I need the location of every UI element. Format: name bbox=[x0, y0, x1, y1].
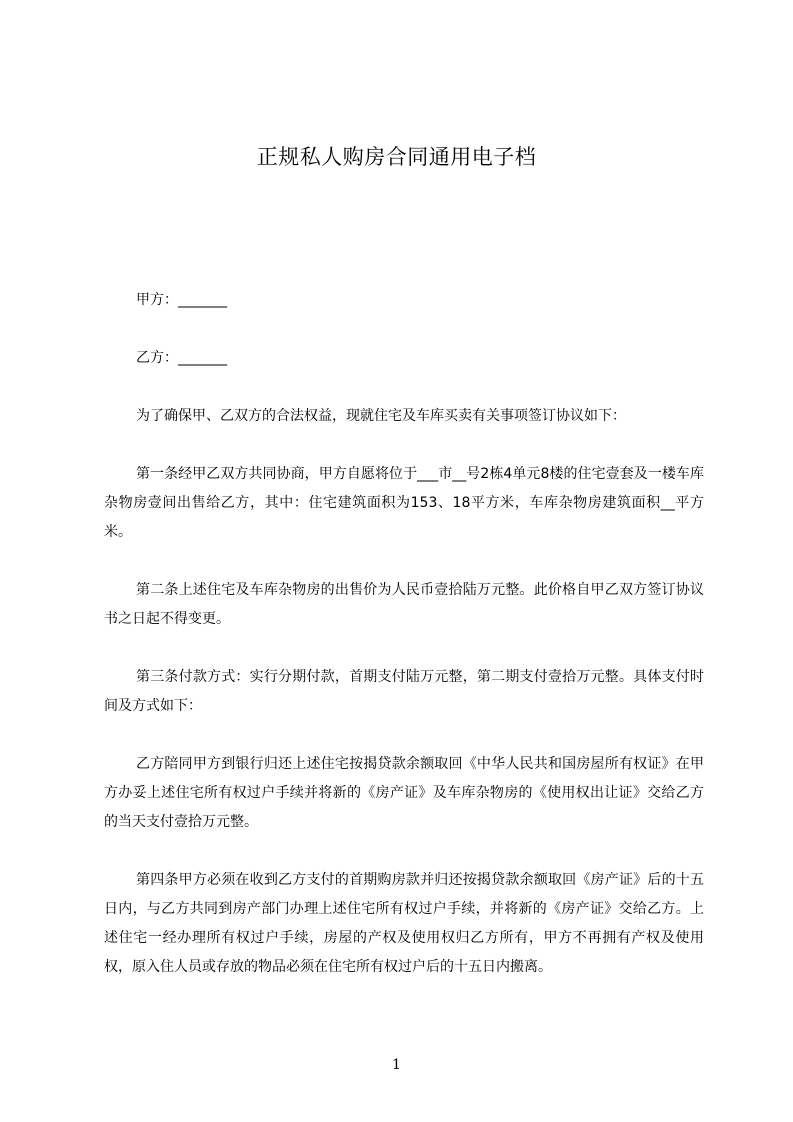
page-number: 1 bbox=[392, 1057, 401, 1073]
article-2-paragraph: 第二条上述住宅及车库杂物房的出售价为人民币壹拾陆万元整。此价格自甲乙双方签订协议书之日起不得变更。 bbox=[104, 582, 704, 627]
party-a-line: 甲方：_______ bbox=[136, 292, 227, 308]
party-b-line: 乙方：_______ bbox=[136, 350, 227, 366]
document-title: 正规私人购房合同通用电子档 bbox=[256, 145, 537, 169]
article-4-paragraph: 第四条甲方必须在收到乙方支付的首期购房款并归还按揭贷款余额取回《房产证》后的十五日内，与乙方共同到房产部门办理上述住宅所有权过户手续，并将新的《房产证》交给乙方。上述住宅一经办理所有权过户手续，房屋的产权及使用权归乙方所有，甲方不再拥有产权及使用权，原入住人员或存放的物品必须在住宅所有权过户后的十五日内搬离。 bbox=[104, 872, 704, 975]
document-body bbox=[104, 286, 704, 1011]
preamble-paragraph: 为了确保甲、乙双方的合法权益，现就住宅及车库买卖有关事项签订协议如下： bbox=[136, 408, 626, 424]
article-3-paragraph: 第三条付款方式：实行分期付款，首期支付陆万元整，第二期支付壹拾万元整。具体支付时间及方式如下： bbox=[104, 669, 704, 714]
payment-detail-paragraph: 乙方陪同甲方到银行归还上述住宅按揭贷款余额取回《中华人民共和国房屋所有权证》在甲方办妥上述住宅所有权过户手续并将新的《房产证》及车库杂物房的《使用权出让证》交给乙方的当天支付壹拾万元整。 bbox=[104, 756, 704, 830]
article-1-paragraph: 第一条经甲乙双方共同协商，甲方自愿将位于___市__号2栋4单元8楼的住宅壹套及一楼车库杂物房壹间出售给乙方，其中：住宅建筑面积为153、18平方米，车库杂物房建筑面积__平方米。 bbox=[104, 466, 704, 540]
